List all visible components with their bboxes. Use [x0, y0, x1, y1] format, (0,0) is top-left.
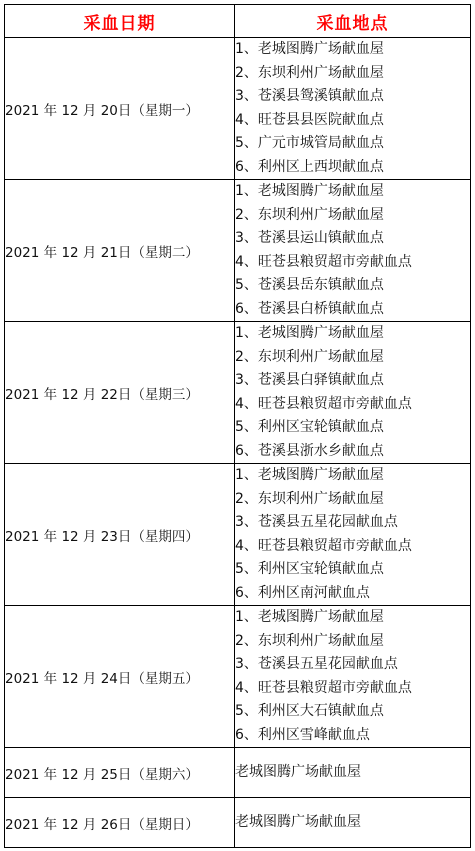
site-item: 6、利州区雪峰献血点: [235, 726, 370, 743]
date-cell: 2021 年 12 月 20日（星期一）: [5, 38, 235, 180]
site-item: 6、苍溪县浙水乡献血点: [235, 442, 384, 459]
sites-cell: [235, 322, 471, 464]
site-item: 6、利州区上西坝献血点: [235, 158, 384, 175]
table-row: [5, 38, 471, 180]
site-item: 5、利州区宝轮镇献血点: [235, 419, 384, 435]
sites-cell: [235, 748, 471, 798]
site-column-header: 采血地点: [235, 5, 471, 38]
sites-cell: [235, 38, 471, 180]
sites-cell: [235, 180, 471, 322]
table-row: [5, 464, 471, 606]
table-row: [5, 606, 471, 748]
site-item: 3、苍溪县五星花园献血点: [235, 514, 398, 530]
site-item: 4、旺苍县县医院献血点: [235, 111, 384, 128]
blood-drive-schedule-table: [4, 4, 471, 848]
site-item: 2、东坝利州广场献血屋: [235, 206, 384, 223]
site-item: 1、老城图腾广场献血屋: [235, 183, 384, 199]
date-cell: 2021 年 12 月 22日（星期三）: [5, 322, 235, 464]
sites-cell: [235, 606, 471, 748]
site-item: 5、利州区宝轮镇献血点: [235, 561, 384, 577]
date-cell: 2021 年 12 月 21日（星期二）: [5, 180, 235, 322]
site-item: 5、苍溪县岳东镇献血点: [235, 277, 384, 293]
table-row: [5, 322, 471, 464]
table-row: [5, 798, 471, 848]
site-item: 4、旺苍县粮贸超市旁献血点: [235, 537, 412, 554]
site-item: 2、东坝利州广场献血屋: [235, 632, 384, 649]
site-item: 1、老城图腾广场献血屋: [235, 41, 384, 57]
site-item: 3、苍溪县五星花园献血点: [235, 656, 398, 672]
site-item: 4、旺苍县粮贸超市旁献血点: [235, 395, 412, 412]
site-item: 2、东坝利州广场献血屋: [235, 490, 384, 507]
date-column-header: 采血日期: [5, 5, 235, 38]
sites-cell: [235, 464, 471, 606]
site-item: 3、苍溪县白驿镇献血点: [235, 372, 384, 388]
site-item: 3、苍溪县鸳溪镇献血点: [235, 88, 384, 104]
site-item: 5、广元市城管局献血点: [235, 135, 384, 151]
date-cell: 2021 年 12 月 25日（星期六）: [5, 748, 235, 798]
site-item: 1、老城图腾广场献血屋: [235, 325, 384, 341]
site-item: 6、苍溪县白桥镇献血点: [235, 300, 384, 317]
table-row: [5, 180, 471, 322]
site-item: 5、利州区大石镇献血点: [235, 703, 384, 719]
site-item: 2、东坝利州广场献血屋: [235, 64, 384, 81]
date-cell: 2021 年 12 月 23日（星期四）: [5, 464, 235, 606]
site-item: 老城图腾广场献血屋: [235, 814, 361, 830]
site-item: 1、老城图腾广场献血屋: [235, 609, 384, 625]
site-item: 4、旺苍县粮贸超市旁献血点: [235, 679, 412, 696]
site-item: 2、东坝利州广场献血屋: [235, 348, 384, 365]
site-item: 1、老城图腾广场献血屋: [235, 467, 384, 483]
table-header-row: [5, 5, 471, 38]
table-row: [5, 748, 471, 798]
date-cell: 2021 年 12 月 26日（星期日）: [5, 798, 235, 848]
date-cell: 2021 年 12 月 24日（星期五）: [5, 606, 235, 748]
site-item: 3、苍溪县运山镇献血点: [235, 230, 384, 246]
site-item: 老城图腾广场献血屋: [235, 764, 361, 780]
sites-cell: [235, 798, 471, 848]
site-item: 4、旺苍县粮贸超市旁献血点: [235, 253, 412, 270]
site-item: 6、利州区南河献血点: [235, 584, 370, 601]
